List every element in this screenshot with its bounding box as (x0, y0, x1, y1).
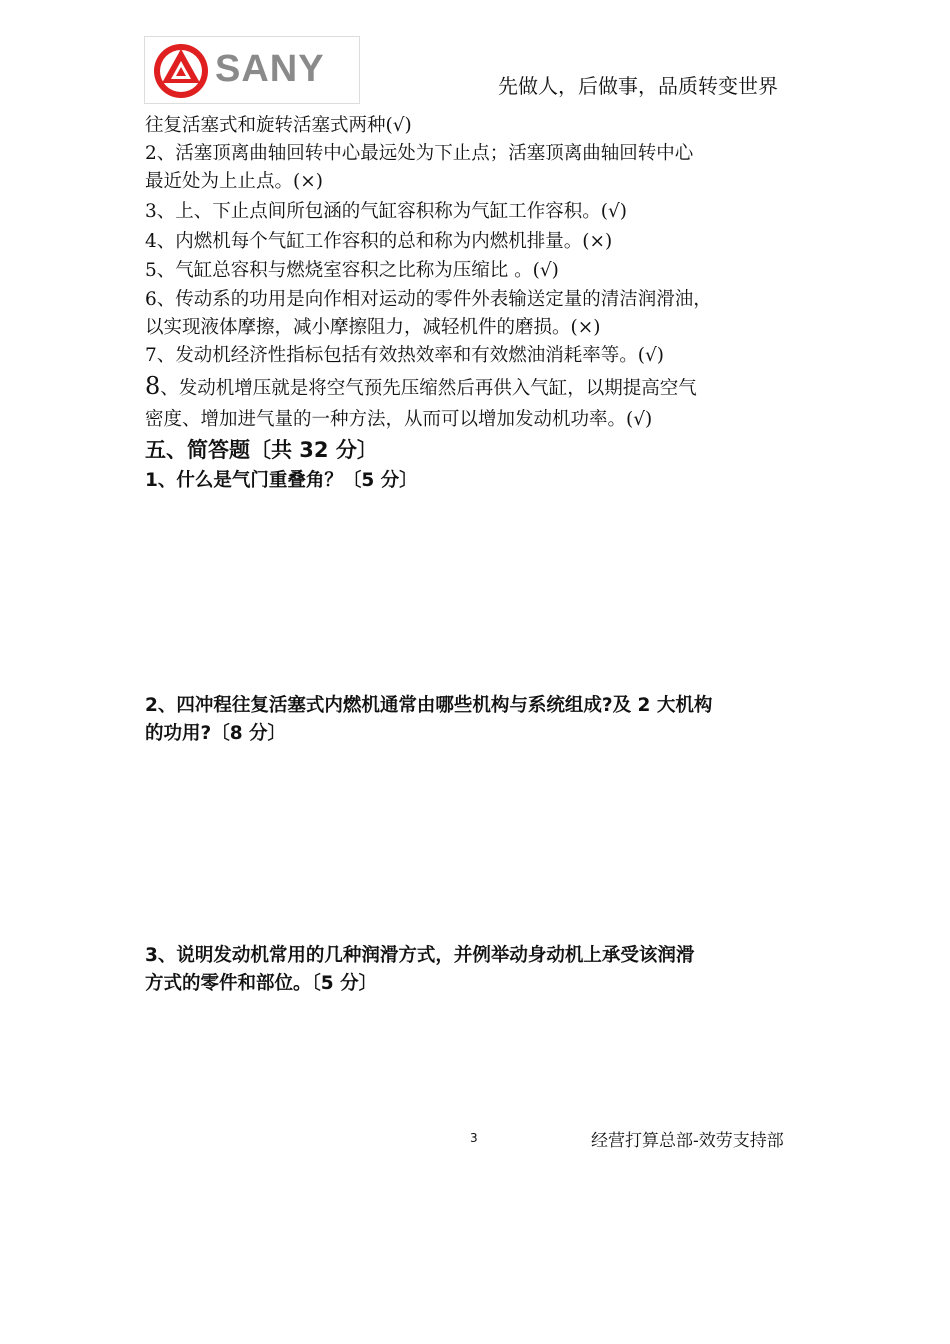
question-3-line-2: 方式的零件和部位。〔5 分〕 (145, 973, 378, 994)
text-line: 往复活塞式和旋转活塞式两种(√) (145, 115, 412, 136)
text-line: 密度、增加进气量的一种方法，从而可以增加发动机功率。(√) (145, 409, 653, 430)
text-line-content: 、发动机增压就是将空气预先压缩然后再供入气缸，以期提高空气 (160, 378, 697, 399)
text-line: 5、气缸总容积与燃烧室容积之比称为压缩比 。(√) (145, 260, 559, 281)
text-line: 6、传动系的功用是向作相对运动的零件外表输送定量的清洁润滑油， (145, 289, 712, 310)
brand-name: SANY (215, 48, 325, 90)
question-3-line-1: 3、说明发动机常用的几种润滑方式，并例举动身动机上承受该润滑 (145, 945, 695, 966)
text-line: 4、内燃机每个气缸工作容积的总和称为内燃机排量。(×) (145, 231, 613, 252)
question-1: 1、什么是气门重叠角？〔5 分〕 (145, 470, 418, 491)
text-line: 2、活塞顶离曲轴回转中心最远处为下止点；活塞顶离曲轴回转中心 (145, 143, 694, 164)
text-line: 最近处为上止点。(×) (145, 171, 323, 192)
page-number: 3 (470, 1131, 478, 1145)
question-2-line-1: 2、四冲程往复活塞式内燃机通常由哪些机构与系统组成?及 2 大机构 (145, 695, 713, 716)
sany-logo (144, 36, 360, 104)
item-number: 8 (145, 372, 161, 400)
text-line: 7、发动机经济性指标包括有效热效率和有效燃油消耗率等。(√) (145, 345, 664, 366)
question-2-line-2: 的功用?〔8 分〕 (145, 723, 287, 744)
footer-department: 经营打算总部-效劳支持部 (591, 1131, 784, 1151)
sany-emblem-icon (151, 41, 211, 101)
header-slogan: 先做人，后做事，品质转变世界 (498, 74, 778, 98)
section-title: 五、简答题〔共 32 分〕 (145, 438, 378, 462)
text-line: 3、上、下止点间所包涵的气缸容积称为气缸工作容积。(√) (145, 201, 627, 222)
text-line (145, 372, 697, 403)
text-line: 以实现液体摩擦，减小摩擦阻力，减轻机件的磨损。(×) (145, 317, 601, 338)
